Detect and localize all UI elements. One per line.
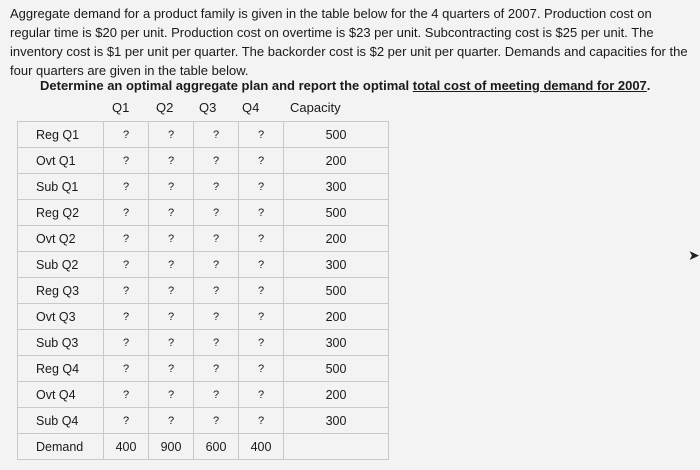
capacity-cell: 200	[284, 304, 389, 330]
row-label: Ovt Q3	[18, 304, 104, 330]
column-header-q4: Q4	[242, 100, 260, 115]
column-header-capacity: Capacity	[290, 100, 341, 115]
capacity-cell: 500	[284, 122, 389, 148]
table-cell: ?	[239, 356, 284, 382]
table-cell: ?	[104, 330, 149, 356]
capacity-cell: 300	[284, 408, 389, 434]
row-label: Ovt Q1	[18, 148, 104, 174]
row-label: Sub Q1	[18, 174, 104, 200]
table-cell: ?	[149, 252, 194, 278]
table-cell: ?	[104, 356, 149, 382]
row-label: Reg Q1	[18, 122, 104, 148]
table-cell: ?	[149, 278, 194, 304]
table-cell: ?	[149, 200, 194, 226]
table-cell: ?	[149, 330, 194, 356]
table-cell: ?	[239, 330, 284, 356]
row-label: Reg Q2	[18, 200, 104, 226]
table-cell: ?	[239, 304, 284, 330]
table-cell: ?	[149, 122, 194, 148]
table-cell: ?	[194, 382, 239, 408]
table-cell: ?	[194, 278, 239, 304]
row-label: Sub Q3	[18, 330, 104, 356]
table-cell: ?	[239, 382, 284, 408]
demand-value: 400	[104, 434, 149, 460]
table-cell: ?	[149, 148, 194, 174]
column-header-q3: Q3	[199, 100, 217, 115]
table-cell: ?	[104, 304, 149, 330]
row-label: Sub Q2	[18, 252, 104, 278]
table-cell: ?	[149, 304, 194, 330]
table-cell: ?	[104, 174, 149, 200]
table-cell: ?	[149, 382, 194, 408]
capacity-cell: 500	[284, 200, 389, 226]
table-cell: ?	[239, 148, 284, 174]
table-row	[18, 148, 389, 174]
table-cell: ?	[194, 408, 239, 434]
table-row	[18, 304, 389, 330]
table-cell: ?	[194, 226, 239, 252]
table-cell: ?	[104, 200, 149, 226]
column-header-q2: Q2	[156, 100, 174, 115]
row-label: Reg Q4	[18, 356, 104, 382]
table-cell: ?	[149, 408, 194, 434]
capacity-cell: 300	[284, 252, 389, 278]
row-label: Reg Q3	[18, 278, 104, 304]
table-row	[18, 122, 389, 148]
table-row	[18, 226, 389, 252]
table-cell: ?	[104, 408, 149, 434]
capacity-cell: 200	[284, 148, 389, 174]
table-cell: ?	[104, 278, 149, 304]
demand-label: Demand	[18, 434, 104, 460]
table-row	[18, 382, 389, 408]
table-cell: ?	[194, 122, 239, 148]
demand-value: 600	[194, 434, 239, 460]
table-row	[18, 174, 389, 200]
table-cell: ?	[149, 226, 194, 252]
table-cell: ?	[239, 278, 284, 304]
table-cell: ?	[194, 174, 239, 200]
mouse-pointer-icon: ➤	[688, 247, 700, 263]
table-row	[18, 278, 389, 304]
row-label: Ovt Q4	[18, 382, 104, 408]
row-label: Ovt Q2	[18, 226, 104, 252]
table-cell: ?	[194, 200, 239, 226]
capacity-cell: 500	[284, 356, 389, 382]
instruction-underlined: total cost of meeting demand for 2007	[412, 78, 647, 93]
aggregate-plan-table	[17, 121, 389, 460]
table-cell: ?	[239, 408, 284, 434]
instruction-text	[40, 78, 650, 93]
table-row	[18, 252, 389, 278]
capacity-cell: 200	[284, 382, 389, 408]
column-header-q1: Q1	[112, 100, 130, 115]
table-cell: ?	[194, 330, 239, 356]
row-label: Sub Q4	[18, 408, 104, 434]
instruction-prefix: Determine an optimal aggregate plan and report the optimal	[40, 78, 413, 93]
table-cell: ?	[239, 174, 284, 200]
table-cell: ?	[104, 226, 149, 252]
demand-value: 900	[149, 434, 194, 460]
table-cell: ?	[194, 148, 239, 174]
table-cell: ?	[194, 304, 239, 330]
demand-capacity-cell	[284, 434, 389, 460]
table-row	[18, 356, 389, 382]
table-cell: ?	[104, 122, 149, 148]
table-cell: ?	[149, 174, 194, 200]
table-row	[18, 330, 389, 356]
demand-value: 400	[239, 434, 284, 460]
table-row	[18, 200, 389, 226]
table-cell: ?	[194, 356, 239, 382]
capacity-cell: 300	[284, 330, 389, 356]
capacity-cell: 300	[284, 174, 389, 200]
table-cell: ?	[194, 252, 239, 278]
table-row	[18, 408, 389, 434]
table-cell: ?	[149, 356, 194, 382]
table-cell: ?	[104, 148, 149, 174]
table-cell: ?	[239, 200, 284, 226]
table-cell: ?	[239, 122, 284, 148]
table-cell: ?	[104, 252, 149, 278]
capacity-cell: 200	[284, 226, 389, 252]
problem-statement: Aggregate demand for a product family is given in the table below for the 4 quarters of 2007. Production cost on regular time is $20 per unit. Production cost on overtime is $23 per unit. Subcontracting cost is $25 per unit. The inventory cost is $1 per unit per quarter. The backorder cost is $2 per unit per quarter. Demands and capacities for the four quarters are given in the table below.	[10, 6, 688, 78]
capacity-cell: 500	[284, 278, 389, 304]
table-cell: ?	[239, 226, 284, 252]
table-cell: ?	[104, 382, 149, 408]
demand-row	[18, 434, 389, 460]
instruction-suffix: .	[646, 78, 651, 93]
table-cell: ?	[239, 252, 284, 278]
